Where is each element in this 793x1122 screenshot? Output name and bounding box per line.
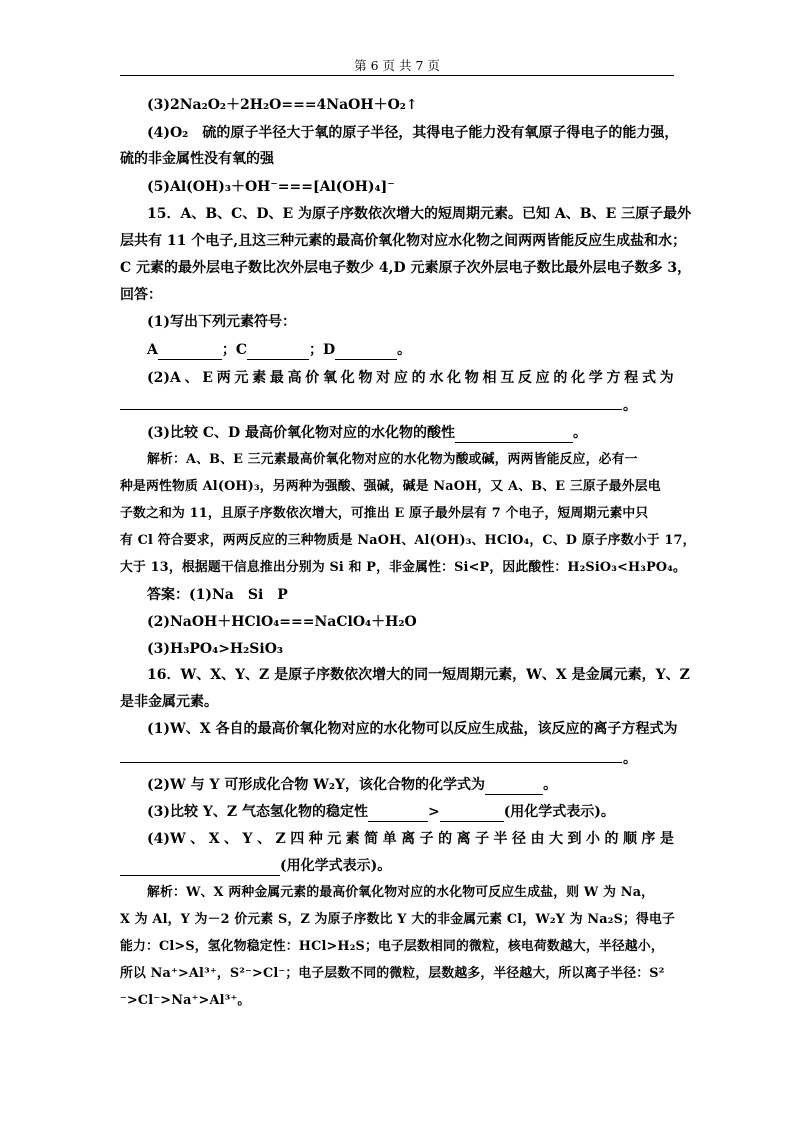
q15-part3: (3)比较 C、D 最高价氧化物对应的水化物的酸性 。 xyxy=(147,425,588,441)
q15-answer-1: 答案：(1)Na Si P xyxy=(147,587,288,603)
blank-a xyxy=(158,343,222,360)
q16-part2: (2)W 与 Y 可形成化合物 W₂Y，该化合物的化学式为 。 xyxy=(147,777,558,793)
header-divider xyxy=(120,75,674,76)
q16-analysis-2: X 为 Al，Y 为－2 价元素 S，Z 为原子序数比 Y 大的非金属元素 Cl，W₂Y 为 Na₂S；得电子 xyxy=(120,912,675,927)
q16-part1: (1)W、X 各自的最高价氧化物对应的水化物可以反应生成盐，该反应的离子方程式为 xyxy=(147,721,678,737)
label-c: ；C xyxy=(221,342,248,358)
q16-analysis-1: 解析：W、X 两种金属元素的最高价氧化物对应的水化物可反应生成盐，则 W 为 Na， xyxy=(147,885,655,900)
q15-answer-3: (3)H₃PO₄>H₂SiO₃ xyxy=(147,641,284,657)
period: 。 xyxy=(397,342,412,358)
q15-part1-blanks xyxy=(147,340,411,360)
q15-part2: (2)A 、 E 两 元 素 最 高 价 氧 化 物 对 应 的 水 化 物 相 互 反 应 的 化 学 方 程 式 为 xyxy=(147,370,674,386)
q15-analysis-4: 有 Cl 符合要求，两两反应的三种物质是 NaOH、Al(OH)₃、HClO₄，C、D 原子序数小于 17， xyxy=(120,533,696,548)
q15-part1: (1)写出下列元素符号： xyxy=(147,314,296,330)
answer-blank xyxy=(440,805,504,822)
q16-analysis-5: ⁻>Cl⁻>Na⁺>Al³⁺。 xyxy=(120,993,251,1008)
blank-c xyxy=(247,343,309,360)
label-d: ；D xyxy=(309,342,336,358)
answer-blank xyxy=(485,778,543,795)
answer-3: (3)2Na₂O₂＋2H₂O===4NaOH＋O₂↑ xyxy=(147,97,418,113)
answer-4-line2: 硫的非金属性没有氧的强 xyxy=(120,151,274,167)
q16-part4-cont: (用化学式表示)。 xyxy=(120,856,391,876)
q15-line1: 15．A、B、C、D、E 为原子序数依次增大的短周期元素。已知 A、B、E 三原子最外 xyxy=(147,206,692,222)
answer-5: (5)Al(OH)₃＋OH⁻===[Al(OH)₄]⁻ xyxy=(147,179,395,195)
period: 。 xyxy=(623,398,637,414)
blank-d xyxy=(335,343,397,360)
answer-blank-line xyxy=(120,409,622,410)
q15-analysis-2: 种是两性物质 Al(OH)₃，另两种为强酸、强碱，碱是 NaOH，又 A、B、E 三原子最外层电 xyxy=(120,479,661,494)
q16-line2: 是非金属元素。 xyxy=(120,694,218,710)
q15-line3: C 元素的最外层电子数比次外层电子数少 4,D 元素原子次外层电子数比最外层电子数多 3， xyxy=(120,260,692,276)
answer-blank xyxy=(368,805,428,822)
q15-line2: 层共有 11 个电子,且这三种元素的最高价氧化物对应水化物之间两两皆能反应生成盐和水； xyxy=(120,233,687,249)
q16-analysis-4: 所以 Na⁺>Al³⁺，S²⁻>Cl⁻；电子层数不同的微粒，层数越多，半径越大，所以离子半径：S² xyxy=(120,966,665,981)
q15-answer-2: (2)NaOH＋HClO₄===NaClO₄＋H₂O xyxy=(147,614,417,630)
q15-line4: 回答： xyxy=(120,287,162,303)
q16-analysis-3: 能力：Cl>S，氢化物稳定性：HCl>H₂S；电子层数相同的微粒，核电荷数越大，半径越小， xyxy=(120,939,664,954)
answer-4-line1: (4)O₂ 硫的原子半径大于氧的原子半径，其得电子能力没有氧原子得电子的能力强， xyxy=(147,125,679,141)
label-a: A xyxy=(147,342,158,358)
period: 。 xyxy=(623,751,637,767)
q16-part3: (3)比较 Y、Z 气态氢化物的稳定性 > (用化学式表示)。 xyxy=(147,804,615,820)
q15-analysis-1: 解析：A、B、E 三元素最高价氧化物对应的水化物为酸或碱，两两皆能反应，必有一 xyxy=(147,452,638,467)
q15-analysis-3: 子数之和为 11，且原子序数依次增大，可推出 E 原子最外层有 7 个电子，短周期元素中只 xyxy=(120,506,649,521)
q16-line1: 16．W、X、Y、Z 是原子序数依次增大的同一短周期元素，W、X 是金属元素，Y、Z xyxy=(147,667,690,683)
q16-part4: (4)W 、 X 、 Y 、 Z 四 种 元 素 简 单 离 子 的 离 子 半 径 由 大 到 小 的 顺 序 是 xyxy=(147,831,674,847)
answer-blank-line xyxy=(120,762,622,763)
page-header: 第 6 页 共 7 页 xyxy=(354,58,440,73)
q15-analysis-5: 大于 13，根据题干信息推出分别为 Si 和 P，非金属性：Si<P，因此酸性：H₂SiO₃<H₃PO₄。 xyxy=(120,560,687,575)
answer-blank xyxy=(455,426,573,443)
answer-blank xyxy=(120,859,280,876)
